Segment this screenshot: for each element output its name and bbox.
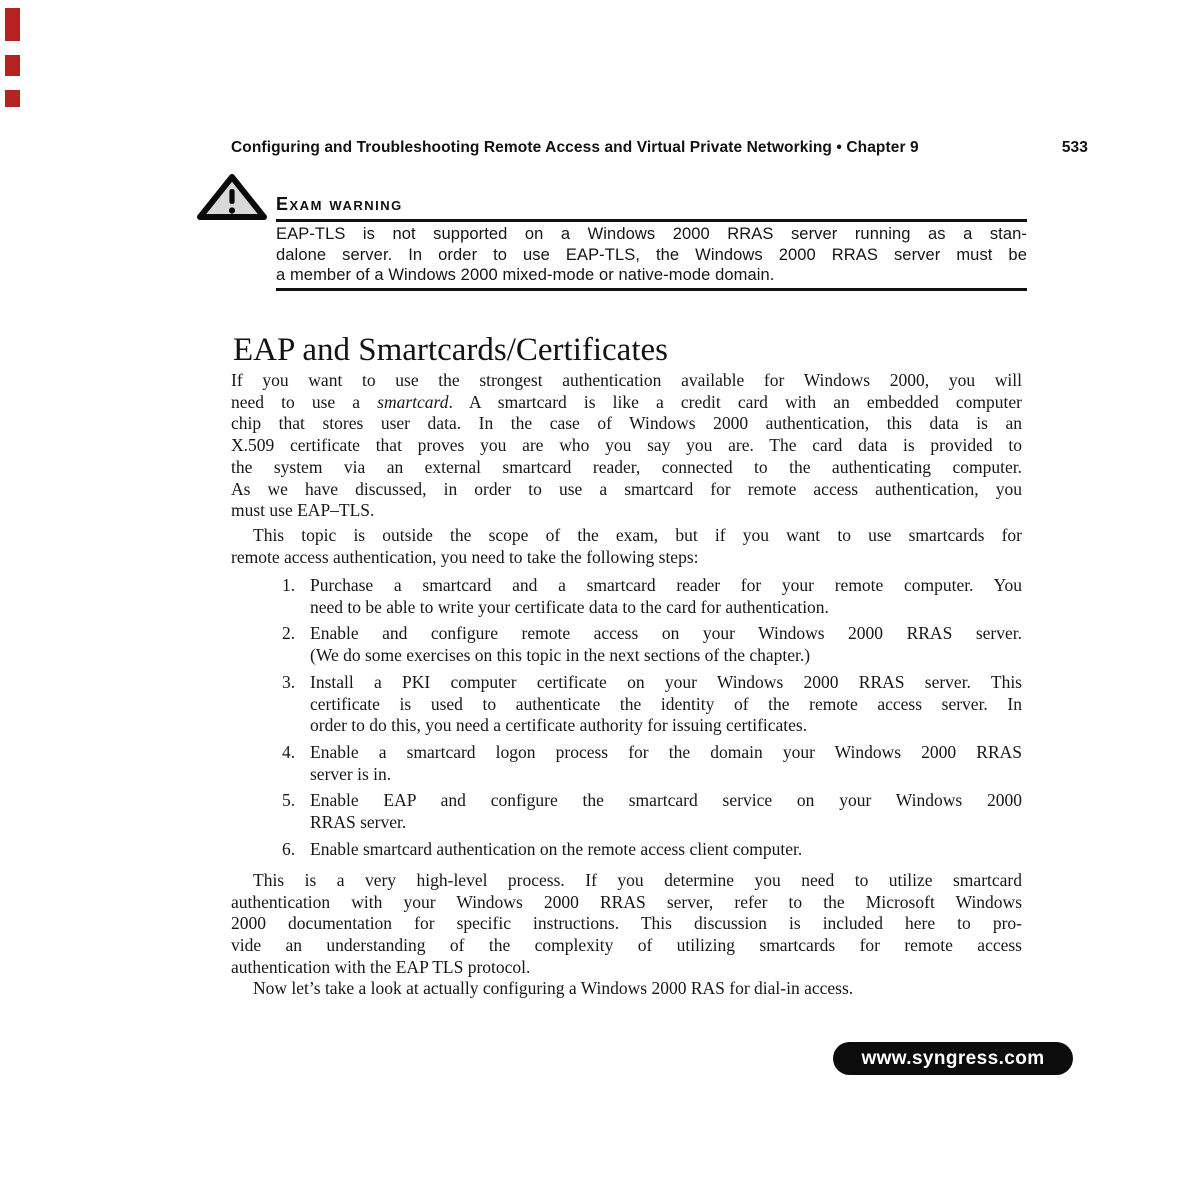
text-line: Enable EAP and configure the smartcard service on your Windows 2000 <box>310 790 1022 811</box>
exam-warning-rule-bottom <box>276 288 1027 291</box>
text-line: Install a PKI computer certificate on your Windows 2000 RRAS server. This <box>310 671 1022 692</box>
text-line: X.509 certificate that proves you are who you say you are. The card data is provided to <box>231 435 1022 456</box>
paragraph-transition <box>231 978 1022 1000</box>
paragraph-intro <box>231 370 1022 522</box>
running-head-title: Configuring and Troubleshooting Remote Access and Virtual Private Networking • Chapter 9 <box>231 139 919 156</box>
text-line: chip that stores user data. In the case of Windows 2000 authentication, this data is an <box>231 413 1022 434</box>
list-item-text <box>310 623 1022 666</box>
list-item-text <box>310 839 1022 861</box>
text-line: dalone server. In order to use EAP-TLS, the Windows 2000 RRAS server must be <box>276 245 1027 264</box>
section-heading: EAP and Smartcards/Certificates <box>233 332 668 368</box>
text-line: the system via an external smartcard reader, connected to the authenticating computer. <box>231 456 1022 477</box>
page-header <box>231 139 1088 157</box>
list-item-number: 4. <box>282 741 296 762</box>
text-line: RRAS server. <box>310 812 407 833</box>
text-line: As we have discussed, in order to use a smartcard for remote access authentication, you <box>231 478 1022 499</box>
text-line: vide an understanding of the complexity of utilizing smartcards for remote access <box>231 935 1022 956</box>
text-line: remote access authentication, you need to take the following steps: <box>231 546 699 567</box>
list-item-text <box>310 575 1022 618</box>
text-line: This topic is outside the scope of the exam, but if you want to use smartcards for <box>253 525 1022 545</box>
list-item-number: 3. <box>282 671 296 692</box>
exam-warning-heading: Exam warning <box>276 194 403 214</box>
paragraph-summary <box>231 870 1022 979</box>
list-item-number: 5. <box>282 790 296 811</box>
text-line: 2000 documentation for specific instructions. This discussion is included here to pro- <box>231 913 1022 934</box>
text-line: Enable and configure remote access on your Windows 2000 RRAS server. <box>310 623 1022 644</box>
list-item-number: 6. <box>282 838 296 859</box>
text-line: This is a very high-level process. If you determine you need to utilize smartcard <box>253 870 1022 890</box>
paragraph-steps-lead <box>231 525 1022 568</box>
edge-mark <box>5 90 20 107</box>
list-item-number: 1. <box>282 575 296 595</box>
exam-warning-text <box>276 224 1027 286</box>
text-line: must use EAP–TLS. <box>231 500 375 521</box>
footer-pill <box>833 1042 1073 1075</box>
text-line: EAP-TLS is not supported on a Windows 2000 RRAS server running as a stan- <box>276 225 1027 243</box>
list-item <box>282 742 1022 785</box>
text-line: certificate is used to authenticate the identity of the remote access server. In <box>310 693 1022 714</box>
text-line: order to do this, you need a certificate authority for issuing certificates. <box>310 715 808 736</box>
edge-marks <box>5 8 21 121</box>
text-line: (We do some exercises on this topic in the next sections of the chapter.) <box>310 645 811 666</box>
list-item <box>282 575 1022 618</box>
list-item-text <box>310 742 1022 785</box>
list-item-number: 2. <box>282 623 296 644</box>
text-line: server is in. <box>310 763 392 784</box>
steps-list <box>282 575 1022 865</box>
edge-mark <box>5 55 20 76</box>
text-line: authentication with your Windows 2000 RRAS server, refer to the Microsoft Windows <box>231 891 1022 912</box>
exam-warning-rule-top <box>276 219 1027 222</box>
list-item-text <box>310 672 1022 737</box>
list-item <box>282 672 1022 737</box>
text-line: authentication with the EAP TLS protocol. <box>231 956 531 977</box>
edge-mark <box>5 8 20 41</box>
text-line: Now let’s take a look at actually configuring a Windows 2000 RAS for dial-in access. <box>253 978 854 998</box>
text-line: If you want to use the strongest authentication available for Windows 2000, you will <box>231 370 1022 390</box>
list-item-text <box>310 790 1022 833</box>
list-item <box>282 839 1022 861</box>
text-line: Enable a smartcard logon process for the domain your Windows 2000 RRAS <box>310 741 1022 762</box>
text-line: Purchase a smartcard and a smartcard reader for your remote computer. You <box>310 575 1022 595</box>
text-line: a member of a Windows 2000 mixed-mode or native-mode domain. <box>276 266 775 284</box>
text-line: need to use a smartcard. A smartcard is like a credit card with an embedded computer <box>231 391 1022 412</box>
text-line: Enable smartcard authentication on the remote access client computer. <box>310 838 803 859</box>
list-item <box>282 790 1022 833</box>
page-number: 533 <box>1061 139 1088 156</box>
list-item <box>282 623 1022 666</box>
text-line: need to be able to write your certificate data to the card for authentication. <box>310 596 829 617</box>
warning-triangle-icon <box>196 172 268 227</box>
footer-url: www.syngress.com <box>861 1047 1045 1069</box>
